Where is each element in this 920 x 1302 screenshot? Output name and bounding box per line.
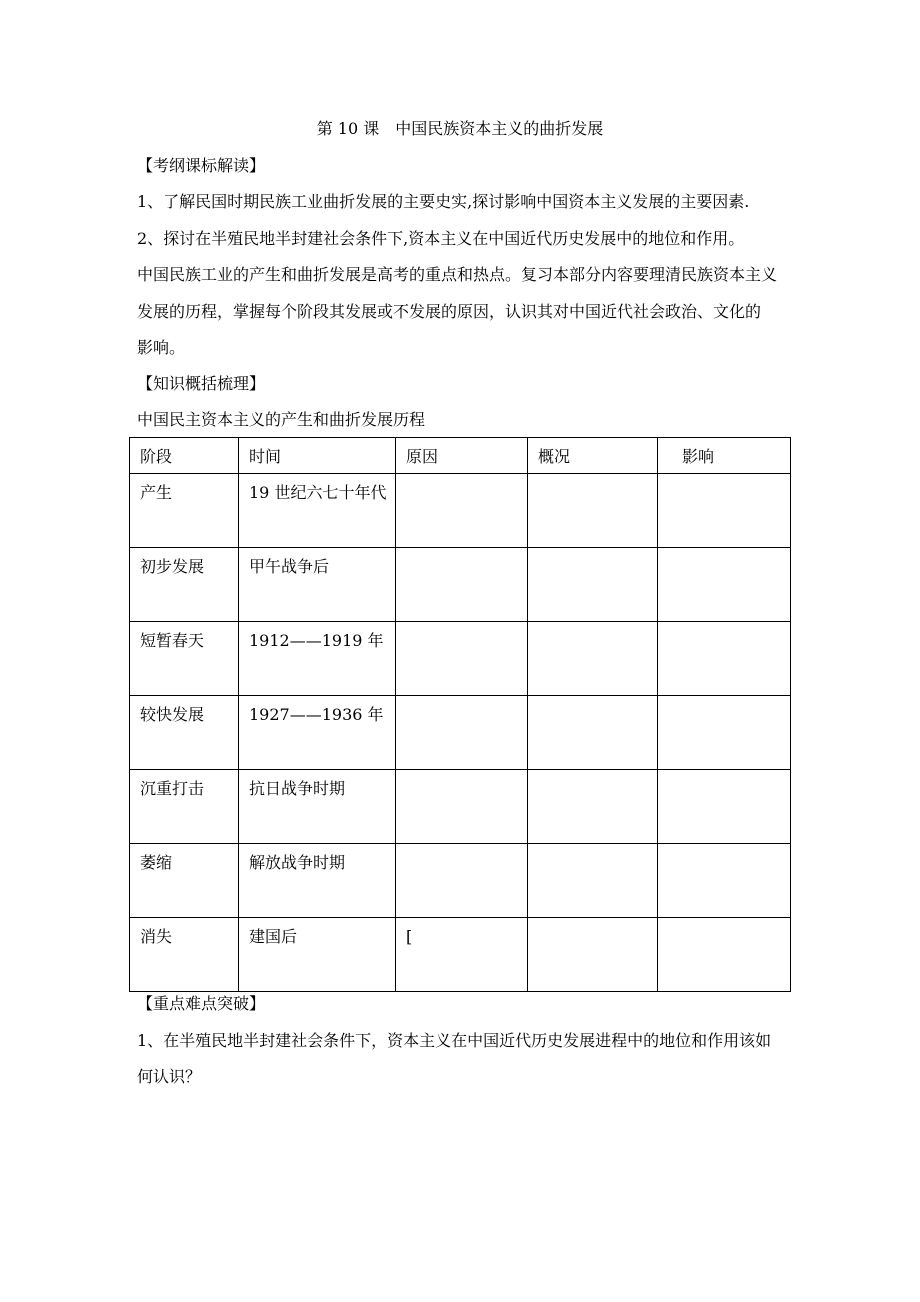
cell-time: 19 世纪六七十年代 (239, 474, 396, 548)
cell-reason (396, 622, 528, 696)
cell-overview (528, 622, 658, 696)
cell-stage: 较快发展 (130, 696, 239, 770)
question-1-line-1: 1、在半殖民地半封建社会条件下，资本主义在中国近代历史发展进程中的地位和作用该如 (137, 1031, 772, 1050)
requirement-2: 2、探讨在半殖民地半封建社会条件下,资本主义在中国近代历史发展中的地位和作用。 (137, 229, 745, 248)
table-row (130, 918, 791, 992)
intro-paragraph-line-3: 影响。 (137, 338, 186, 357)
table-header-row (130, 438, 791, 474)
header-overview: 概况 (528, 438, 658, 474)
cell-impact (658, 918, 791, 992)
cell-time: 1927——1936 年 (239, 696, 396, 770)
cell-impact (658, 770, 791, 844)
cell-time: 建国后 (239, 918, 396, 992)
cell-overview (528, 548, 658, 622)
cell-stage: 产生 (130, 474, 239, 548)
cell-reason (396, 548, 528, 622)
cell-impact (658, 474, 791, 548)
question-1-line-2: 何认识？ (137, 1067, 202, 1086)
header-impact: 影响 (658, 438, 791, 474)
cell-overview (528, 844, 658, 918)
cell-overview (528, 918, 658, 992)
cell-impact (658, 696, 791, 770)
cell-impact (658, 844, 791, 918)
cell-overview (528, 696, 658, 770)
cell-time: 抗日战争时期 (239, 770, 396, 844)
table-row (130, 770, 791, 844)
requirement-1: 1、了解民国时期民族工业曲折发展的主要史实,探讨影响中国资本主义发展的主要因素. (137, 192, 750, 211)
cell-reason (396, 770, 528, 844)
cell-reason (396, 474, 528, 548)
cell-overview (528, 770, 658, 844)
intro-paragraph-line-2: 发展的历程，掌握每个阶段其发展或不发展的原因，认识其对中国近代社会政治、文化的 (137, 302, 762, 321)
cell-stage: 短暂春天 (130, 622, 239, 696)
cell-reason (396, 696, 528, 770)
table-row (130, 622, 791, 696)
lesson-title: 第 10 课 中国民族资本主义的曲折发展 (316, 119, 604, 138)
cell-time: 甲午战争后 (239, 548, 396, 622)
table-row (130, 474, 791, 548)
cell-stage: 沉重打击 (130, 770, 239, 844)
cell-time: 解放战争时期 (239, 844, 396, 918)
header-time: 时间 (239, 438, 396, 474)
cell-overview (528, 474, 658, 548)
table-row (130, 844, 791, 918)
cell-stage: 消失 (130, 918, 239, 992)
cell-time: 1912——1919 年 (239, 622, 396, 696)
section-heading-key-points: 【重点难点突破】 (137, 994, 266, 1013)
table-row (130, 548, 791, 622)
intro-paragraph-line-1: 中国民族工业的产生和曲折发展是高考的重点和热点。复习本部分内容要理清民族资本主义 (137, 265, 778, 284)
cell-reason: [ (396, 918, 528, 992)
cell-stage: 初步发展 (130, 548, 239, 622)
section-heading-knowledge: 【知识概括梳理】 (137, 374, 266, 393)
section-heading-syllabus: 【考纲课标解读】 (137, 156, 266, 175)
table-row (130, 696, 791, 770)
header-reason: 原因 (396, 438, 528, 474)
cell-impact (658, 548, 791, 622)
table-caption: 中国民主资本主义的产生和曲折发展历程 (137, 410, 426, 429)
cell-impact (658, 622, 791, 696)
cell-stage: 萎缩 (130, 844, 239, 918)
header-stage: 阶段 (130, 438, 239, 474)
history-table (129, 437, 791, 992)
cell-reason (396, 844, 528, 918)
